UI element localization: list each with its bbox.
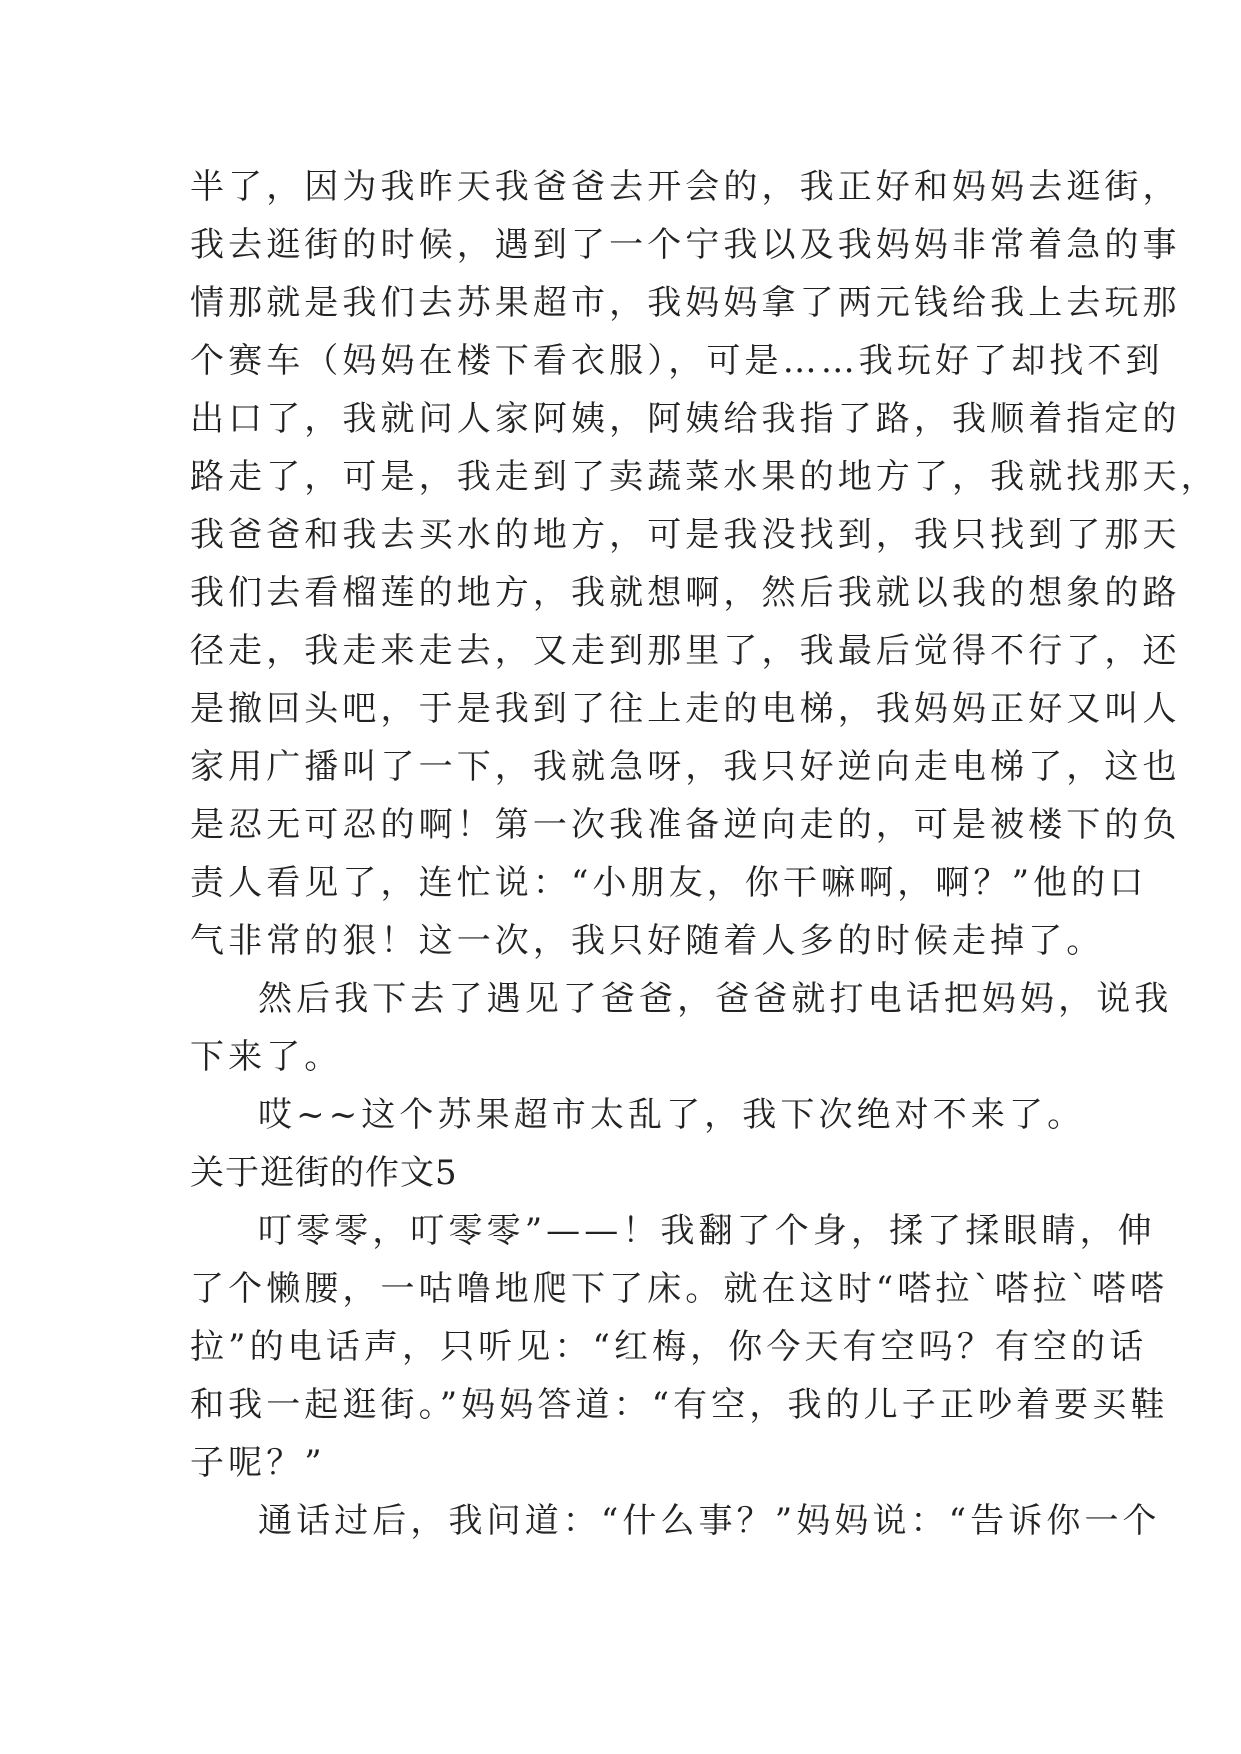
text-line: 下来了。 — [190, 1037, 343, 1077]
text-line: 情那就是我们去苏果超市，我妈妈拿了两元钱给我上去玩那 — [190, 283, 1181, 323]
text-line: 子呢？” — [190, 1443, 326, 1483]
text-line: 是忍无可忍的啊！第一次我准备逆向走的，可是被楼下的负 — [190, 805, 1181, 845]
text-line: 我去逛街的时候，遇到了一个宁我以及我妈妈非常着急的事 — [190, 225, 1181, 265]
text-line: 拉”的电话声，只听见：“红梅，你今天有空吗？有空的话 — [190, 1327, 1148, 1367]
text-line: 了个懒腰，一咕噜地爬下了床。就在这时“嗒拉`嗒拉`嗒嗒 — [190, 1269, 1169, 1309]
text-line: 我们去看榴莲的地方，我就想啊，然后我就以我的想象的路 — [190, 573, 1181, 613]
text-line: 气非常的狠！这一次，我只好随着人多的时候走掉了。 — [190, 921, 1105, 961]
paragraph-start-line: 然后我下去了遇见了爸爸，爸爸就打电话把妈妈，说我 — [258, 979, 1173, 1019]
section-heading: 关于逛街的作文5 — [190, 1153, 458, 1193]
paragraph-start-line: 叮零零，叮零零”——！我翻了个身，揉了揉眼睛，伸 — [258, 1211, 1156, 1251]
text-line: 径走，我走来走去，又走到那里了，我最后觉得不行了，还 — [190, 631, 1181, 671]
text-line: 是撤回头吧，于是我到了往上走的电梯，我妈妈正好又叫人 — [190, 689, 1181, 729]
paragraph-start-line: 通话过后，我问道：“什么事？”妈妈说：“告诉你一个 — [258, 1501, 1161, 1541]
text-line: 责人看见了，连忙说：“小朋友，你干嘛啊，啊？”他的口 — [190, 863, 1148, 903]
text-line: 半了，因为我昨天我爸爸去开会的，我正好和妈妈去逛街， — [190, 167, 1181, 207]
text-line: 家用广播叫了一下，我就急呀，我只好逆向走电梯了，这也 — [190, 747, 1181, 787]
text-line: 和我一起逛街。”妈妈答道：“有空，我的儿子正吵着要买鞋 — [190, 1385, 1169, 1425]
text-line: 路走了，可是，我走到了卖蔬菜水果的地方了，我就找那天， — [190, 457, 1219, 497]
text-line: 出口了，我就问人家阿姨，阿姨给我指了路，我顺着指定的 — [190, 399, 1181, 439]
text-line: 我爸爸和我去买水的地方，可是我没找到，我只找到了那天 — [190, 515, 1181, 555]
paragraph-start-line: 哎~~这个苏果超市太乱了，我下次绝对不来了。 — [258, 1095, 1086, 1135]
text-line: 个赛车（妈妈在楼下看衣服），可是……我玩好了却找不到 — [190, 341, 1164, 381]
essay-body — [190, 158, 1219, 1550]
